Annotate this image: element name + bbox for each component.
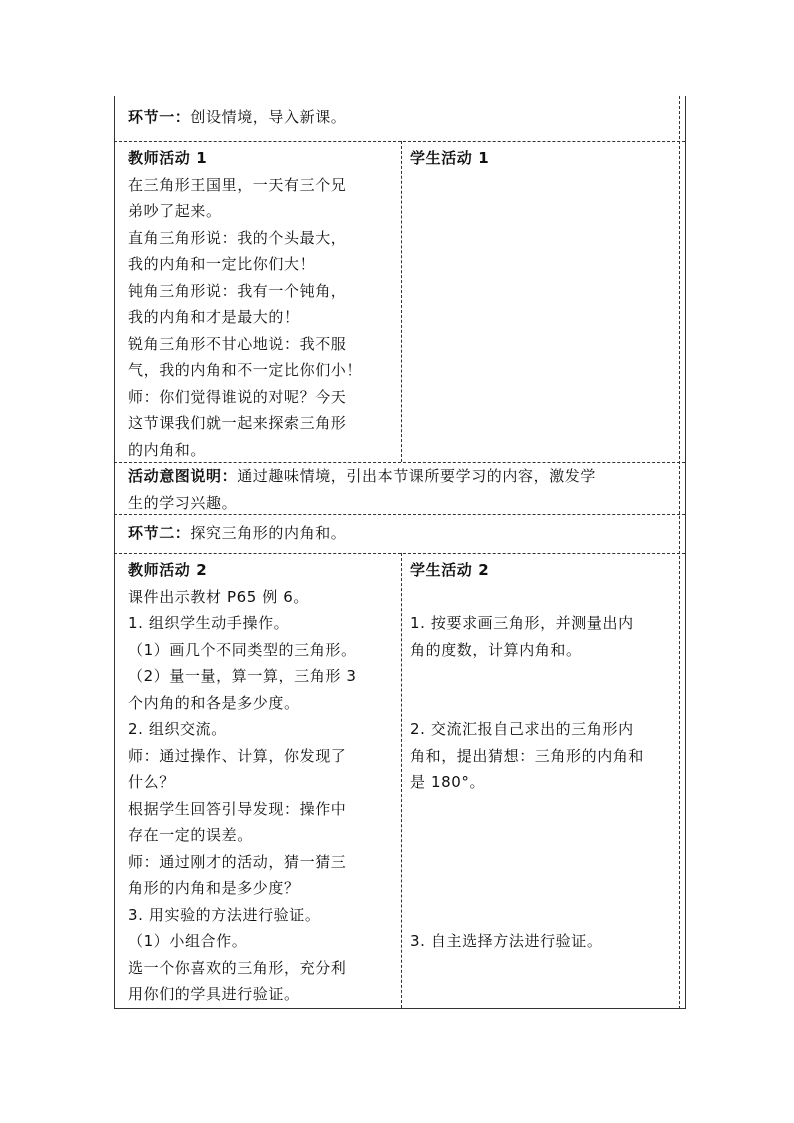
student2-spacer <box>410 663 678 690</box>
teacher1-line: 直角三角形说：我的个头最大， <box>128 228 347 247</box>
section1-label: 环节一： <box>128 108 191 126</box>
intent-1 <box>128 463 680 516</box>
teacher1-line: 这节课我们就一起来探索三角形 <box>128 414 347 432</box>
teacher1-line: 我的内角和才是最大的！ <box>128 308 300 326</box>
student2-item2-line3: 是 180°。 <box>410 773 486 791</box>
student2-spacer <box>410 902 678 929</box>
teacher2-line: 3. 用实验的方法进行验证。 <box>128 905 321 924</box>
teacher-activity-2 <box>128 557 396 1008</box>
student2-item1-line1: 1. 按要求画三角形，并测量出内 <box>410 614 634 632</box>
student-activity-2 <box>410 557 678 955</box>
student2-spacer <box>410 849 678 876</box>
section1-text: 创设情境，导入新课。 <box>190 108 347 126</box>
teacher1-line: 气，我的内角和不一定比你们小！ <box>128 361 363 379</box>
student2-item2-line1: 2. 交流汇报自己求出的三角形内 <box>410 720 634 738</box>
student2-spacer <box>410 875 678 902</box>
teacher2-line: 个内角的和各是多少度。 <box>128 693 300 712</box>
section1-row <box>128 104 346 130</box>
student2-spacer <box>410 822 678 849</box>
student2-item1-line2: 角的度数，计算内角和。 <box>410 640 582 659</box>
section2-label: 环节二： <box>128 524 191 542</box>
teacher2-line: 2. 组织交流。 <box>128 720 227 738</box>
student2-spacer <box>410 796 678 823</box>
bottom-border <box>114 1008 685 1009</box>
teacher2-line: 选一个你喜欢的三角形，充分利 <box>128 958 347 977</box>
student-activity-1 <box>410 145 678 172</box>
row-sep-1 <box>114 141 685 142</box>
teacher2-line: （1）小组合作。 <box>128 932 248 950</box>
teacher1-line: 的内角和。 <box>128 440 207 459</box>
intent1-line1: 通过趣味情境，引出本节课所要学习的内容，激发学 <box>237 467 597 485</box>
row-sep-4 <box>114 553 685 554</box>
teacher2-line: 存在一定的误差。 <box>128 826 253 844</box>
teacher2-line: 什么？ <box>128 773 175 791</box>
section2-row <box>128 520 346 546</box>
teacher2-line: 用你们的学具进行验证。 <box>128 985 300 1003</box>
teacher2-line: 角形的内角和是多少度？ <box>128 879 300 897</box>
teacher2-line: 师：通过刚才的活动，猜一猜三 <box>128 852 347 871</box>
teacher2-line: （1）画几个不同类型的三角形。 <box>128 640 357 659</box>
section2-text: 探究三角形的内角和。 <box>190 524 347 542</box>
col-divider-2 <box>401 553 402 1008</box>
student2-spacer <box>410 690 678 717</box>
teacher-activity-1 <box>128 145 396 463</box>
teacher2-line: 1. 组织学生动手操作。 <box>128 614 290 632</box>
intent1-line2: 生的学习兴趣。 <box>128 493 238 512</box>
teacher1-line: 锐角三角形不甘心地说：我不服 <box>128 334 347 353</box>
teacher1-line: 我的内角和一定比你们大！ <box>128 255 316 273</box>
student2-heading: 学生活动 2 <box>410 561 490 579</box>
col-divider-1 <box>401 141 402 462</box>
student1-heading: 学生活动 1 <box>410 149 490 167</box>
student2-spacer <box>410 584 678 611</box>
teacher1-line: 弟吵了起来。 <box>128 202 222 220</box>
teacher2-line: 根据学生回答引导发现：操作中 <box>128 799 347 818</box>
student2-item3: 3. 自主选择方法进行验证。 <box>410 932 603 950</box>
teacher1-line: 师：你们觉得谁说的对呢？今天 <box>128 387 347 406</box>
teacher1-heading: 教师活动 1 <box>128 149 208 167</box>
teacher1-line: 钝角三角形说：我有一个钝角， <box>128 281 347 300</box>
teacher2-line: （2）量一量，算一算，三角形 3 <box>128 667 357 685</box>
student2-item2-line2: 角和，提出猜想：三角形的内角和 <box>410 746 645 765</box>
right-border-outer <box>685 96 686 1009</box>
teacher2-line: 课件出示教材 P65 例 6。 <box>128 587 309 606</box>
teacher2-line: 师：通过操作、计算，你发现了 <box>128 746 347 765</box>
teacher2-heading: 教师活动 2 <box>128 561 208 579</box>
teacher1-line: 在三角形王国里，一天有三个兄 <box>128 175 347 194</box>
intent1-label: 活动意图说明： <box>128 467 238 485</box>
